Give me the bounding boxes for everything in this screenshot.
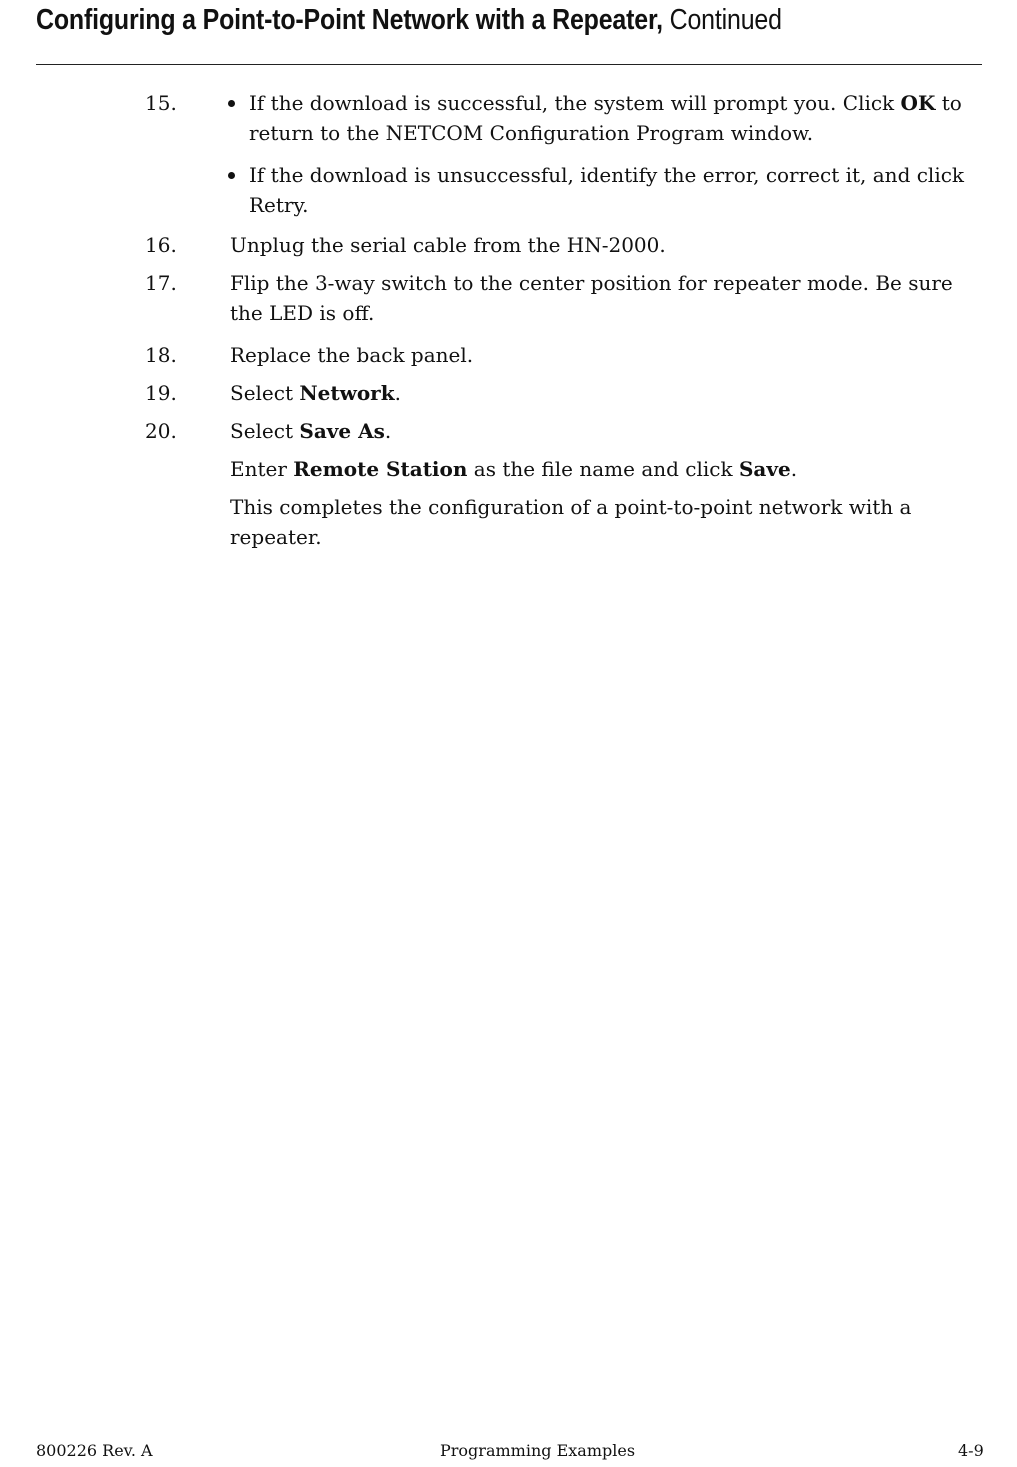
step-text: Replace the back panel. xyxy=(230,343,474,367)
bullet-text: If the download is successful, the system will prompt you. Click OK to return to the NETCOM Configuration Program window. xyxy=(249,91,962,145)
closing-text: This completes the configuration of a point-to-point network with a repeater. xyxy=(230,495,912,549)
step-number: 16. xyxy=(145,233,177,257)
page-title-continued: Continued xyxy=(669,4,782,36)
step-text: Select Network. xyxy=(230,381,401,405)
header-rule xyxy=(36,64,982,65)
step-number: 17. xyxy=(145,271,177,295)
bullet-icon xyxy=(228,172,235,179)
page-title-text: Configuring a Point-to-Point Network with a Repeater, xyxy=(36,4,663,36)
step-number: 20. xyxy=(145,419,177,443)
step-text: Flip the 3-way switch to the center position for repeater mode. Be sure the LED is off. xyxy=(230,271,953,325)
remote-station-label: Remote Station xyxy=(293,457,468,481)
page-title xyxy=(36,4,853,37)
footer-section-title: Programming Examples xyxy=(440,1441,636,1460)
save-label: Save xyxy=(738,457,791,481)
step-text: Unplug the serial cable from the HN-2000. xyxy=(230,233,666,257)
step-number: 19. xyxy=(145,381,177,405)
step-text: Select Save As. xyxy=(230,419,392,443)
enter-text: Enter Remote Station as the file name and click Save. xyxy=(230,457,798,481)
ok-label: OK xyxy=(900,91,936,115)
bullet-icon xyxy=(228,100,235,107)
step-number: 18. xyxy=(145,343,177,367)
network-label: Network xyxy=(299,381,395,405)
footer-document-number: 800226 Rev. A xyxy=(36,1441,153,1460)
step-number: 15. xyxy=(145,91,177,115)
save-as-label: Save As xyxy=(299,419,385,443)
bullet-text: If the download is unsuccessful, identify the error, correct it, and click Retry. xyxy=(249,163,965,217)
footer-page-number: 4-9 xyxy=(958,1441,984,1460)
